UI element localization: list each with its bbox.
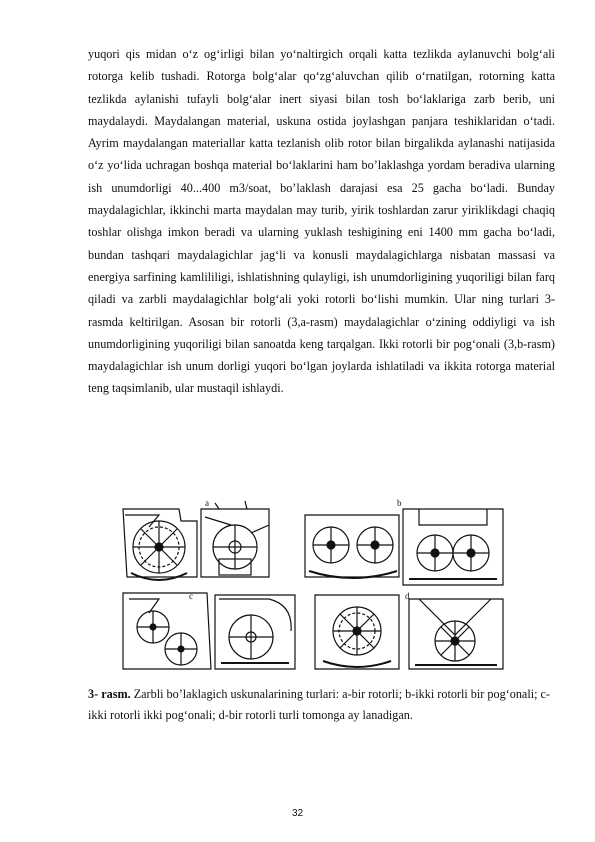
- figure-label-b: b: [397, 498, 402, 508]
- figure-label-c: c: [189, 591, 193, 601]
- figure-panel-b: [305, 509, 503, 585]
- caption-text: Zarbli bo’laklagich uskunalarining turlari: a-bir rotorli; b-ikki rotorli bir pog‘onali; c-ikki rotorli ikki pog‘onali; d-bir rotorli turli tomonga ay lanadigan.: [88, 687, 550, 722]
- body-paragraph: yuqori qis midan o‘z og‘irligi bilan yo‘naltirgich orqali katta tezlikda aylanuvchi bolg‘ali rotorga kelib tushadi. Rotorga bolg‘alar qo‘zg‘aluvchan qilib o‘rnatilgan, rotorning katta tezlikda aylanishi tufayli bolg‘alar inert siyasi bilan tosh bo‘laklariga zarb berib, uni maydalaydi. Maydalangan material, uskuna ostida joylashgan panjara teshiklaridan o‘tadi. Ayrim maydalangan materiallar katta tezlanish olib rotor bilan birgalikda aylanashi natijasida o‘z yo‘lida uchragan boshqa material bo‘laklarini ham bo’laklashga yordam beradiva ularning ish unumdorligi 40...400 m3/soat, bo’laklash darajasi esa 25 gacha bo‘ladi. Bunday maydalagichlar, ikkinchi marta maydalan may turib, yirik toshlardan zarur yiriklikdagi chaqiq toshlar olishga imkon beradi va ularning yuklash teshigining eni 1400 mm gacha bo‘ladi, bundan tashqari maydalagichlar jag‘li va konusli maydalagichlarga nisbatan massasi va energiya sarfining kamlililigi, ishlatishning qulayligi, ish unumdorligining yuqoriligi bilan farq qiladi va zarbli maydalagichlar bolg‘ali yoki rotorli bo‘lishi mumkin. Ular ning turlari 3-rasmda keltirilgan. Asosan bir rotorli (3,a-rasm) maydalagichlar o‘zining oddiyligi va ish unumdorligining yuqoriligi bilan sanoatda keng tarqalgan. Ikki rotorli bir pog‘onali (3,b-rasm) maydalagichlar ish unum dorligi yuqori bo‘lgan joylarda ishlatiladi va ikkita rotorga material teng taqsimlanib, ular mustaqil ishlaydi.: [88, 47, 555, 396]
- figure-caption: [88, 684, 558, 726]
- figure-panel-d: [315, 595, 503, 669]
- crusher-types-figure: [119, 495, 511, 671]
- figure-panel-c: [123, 593, 295, 669]
- caption-label: 3- rasm.: [88, 687, 131, 701]
- figure-panel-a: [123, 501, 269, 580]
- figure-label-d: d: [405, 591, 410, 601]
- page-number: 32: [291, 808, 304, 819]
- figure-label-a: a: [205, 498, 209, 508]
